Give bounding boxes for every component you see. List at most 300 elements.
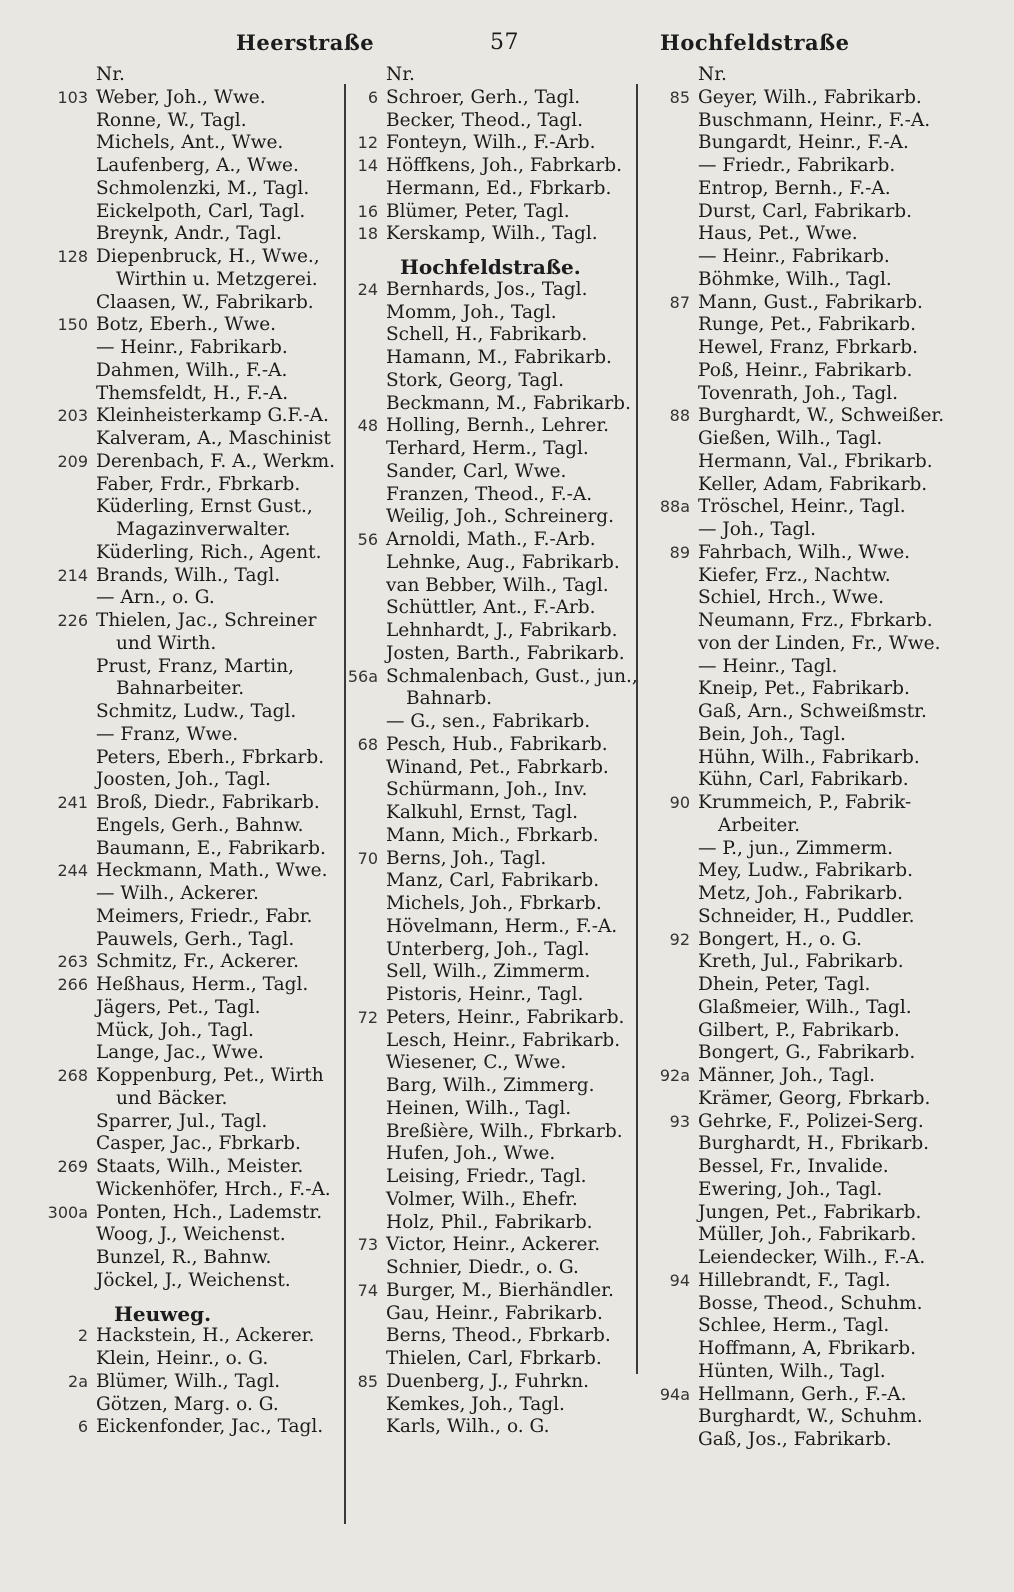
directory-entry (340, 1007, 640, 1030)
directory-entry (650, 701, 950, 724)
resident-text: Schüttler, Ant., F.-Arb. (386, 597, 596, 619)
resident-text: Franzen, Theod., F.-A. (386, 483, 593, 505)
house-number (650, 428, 698, 451)
directory-entry (34, 1156, 339, 1179)
street-name: Hochfeldstraße. (400, 255, 581, 279)
directory-entry (34, 132, 339, 155)
directory-entry (650, 223, 950, 246)
resident-text: Kleinheisterkamp G.F.-A. (96, 405, 329, 427)
directory-entry (650, 1179, 950, 1202)
house-number (650, 1338, 698, 1361)
resident-text: Burger, M., Bierhändler. (386, 1279, 614, 1301)
resident-text: — Heinr., Fabrikarb. (698, 246, 890, 267)
column-2 (340, 64, 640, 1439)
resident-text: Sander, Carl, Wwe. (386, 460, 567, 482)
directory-entry (650, 496, 950, 519)
directory-entry (650, 1111, 950, 1134)
resident-text: Mück, Joh., Tagl. (96, 1019, 254, 1041)
house-number (34, 292, 96, 315)
resident-text: Blümer, Peter, Tagl. (386, 200, 570, 222)
resident-text: Breynk, Andr., Tagl. (96, 223, 282, 245)
house-number (34, 223, 96, 246)
directory-entry (650, 678, 950, 701)
directory-entry (340, 666, 640, 689)
house-number: 85 (357, 1371, 378, 1391)
resident-text: Schlee, Herm., Tagl. (698, 1315, 890, 1337)
resident-text: Müller, Joh., Fabrikarb. (698, 1224, 917, 1246)
house-number (650, 1361, 698, 1384)
directory-entry (650, 87, 950, 110)
directory-entry (650, 360, 950, 383)
resident-text: Lehnke, Aug., Fabrikarb. (386, 551, 620, 573)
resident-text: Kalkuhl, Ernst, Tagl. (386, 802, 579, 823)
resident-text: Berns, Joh., Tagl. (386, 847, 547, 869)
house-number (34, 1394, 96, 1417)
house-number (650, 1179, 698, 1202)
resident-text: Bunzel, R., Bahnw. (96, 1247, 272, 1268)
resident-text: Poß, Heinr., Fabrikarb. (698, 359, 913, 381)
resident-text: Meimers, Friedr., Fabr. (96, 905, 313, 927)
directory-entry (340, 110, 640, 133)
directory-entry (340, 1098, 640, 1121)
resident-text: Peters, Eberh., Fbrkarb. (96, 746, 325, 768)
house-number (340, 302, 386, 325)
directory-entry (34, 656, 339, 679)
directory-entry (650, 178, 950, 201)
directory-entry (34, 929, 339, 952)
resident-text: Weilig, Joh., Schreinerg. (386, 506, 615, 528)
house-number (340, 1394, 386, 1417)
resident-text: Victor, Heinr., Ackerer. (386, 1234, 601, 1256)
resident-text: Jungen, Pet., Fabrikarb. (698, 1201, 922, 1223)
directory-entry (340, 370, 640, 393)
house-number: 16 (357, 201, 378, 221)
directory-entry (34, 1416, 339, 1439)
resident-text: — Heinr., Tagl. (698, 655, 838, 677)
resident-text: Dhein, Peter, Tagl. (698, 974, 871, 995)
house-number (340, 347, 386, 370)
resident-text: von der Linden, Fr., Wwe. (698, 632, 941, 654)
directory-entry (650, 1406, 950, 1429)
resident-text: Dahmen, Wilh., F.-A. (96, 359, 288, 381)
house-number (340, 552, 386, 575)
house-number: 18 (357, 224, 378, 244)
resident-text: Hillebrandt, F., Tagl. (698, 1269, 891, 1291)
house-number (34, 701, 96, 724)
house-number (34, 383, 96, 406)
directory-entry (34, 496, 339, 519)
resident-text: Metz, Joh., Fabrikarb. (698, 883, 903, 904)
resident-text: Kiefer, Frz., Nachtw. (698, 564, 891, 586)
resident-text: Themsfeldt, H., F.-A. (96, 382, 289, 404)
house-number: 2a (68, 1371, 88, 1391)
resident-text: Arbeiter. (718, 814, 800, 836)
directory-entry (340, 324, 640, 347)
resident-text: Lange, Jac., Wwe. (96, 1042, 264, 1064)
house-number (340, 1303, 386, 1326)
directory-entry (340, 1234, 640, 1257)
directory-entry (340, 848, 640, 871)
house-number (34, 656, 96, 679)
resident-text: Holling, Bernh., Lehrer. (386, 415, 610, 437)
directory-entry (650, 383, 950, 406)
resident-text: Pistoris, Heinr., Tagl. (386, 984, 584, 1005)
resident-text: Ronne, W., Tagl. (96, 109, 247, 131)
resident-text: Hamann, M., Fabrikarb. (386, 347, 612, 368)
resident-text: Thielen, Jac., Schreiner (96, 610, 317, 631)
resident-text: Höffkens, Joh., Fabrkarb. (386, 155, 622, 176)
house-number (34, 201, 96, 224)
resident-text: Gehrke, F., Polizei-Serg. (698, 1110, 924, 1132)
directory-entry (34, 633, 339, 656)
resident-text: Magazinverwalter. (116, 519, 291, 540)
directory-entry (650, 1133, 950, 1156)
directory-entry (650, 769, 950, 792)
directory-entry (650, 565, 950, 588)
directory-entry (34, 587, 339, 610)
directory-entry (650, 1429, 950, 1452)
resident-text: Kneip, Pet., Fabrikarb. (698, 678, 910, 700)
resident-text: Schiel, Hrch., Wwe. (698, 587, 885, 609)
directory-entry (340, 870, 640, 893)
house-number (34, 906, 96, 929)
house-number (34, 1111, 96, 1134)
house-number (650, 1088, 698, 1111)
house-number: 214 (57, 565, 88, 585)
house-number: 203 (57, 406, 88, 426)
resident-text: Heinen, Wilh., Tagl. (386, 1097, 572, 1119)
house-number (650, 178, 698, 201)
resident-text: Sparrer, Jul., Tagl. (96, 1110, 268, 1132)
directory-entry (340, 1075, 640, 1098)
house-number (34, 428, 96, 451)
resident-text: Peters, Heinr., Fabrikarb. (386, 1006, 625, 1028)
resident-text: Schmolenzki, M., Tagl. (96, 177, 310, 199)
house-number (340, 779, 386, 802)
resident-text: Gaß, Arn., Schweißmstr. (698, 701, 927, 722)
resident-text: Arnoldi, Math., F.-Arb. (386, 529, 596, 550)
directory-entry (650, 246, 950, 269)
resident-text: Diepenbruck, H., Wwe., (96, 246, 320, 267)
house-number (650, 64, 698, 87)
house-number: 150 (57, 315, 88, 335)
house-number: 48 (357, 416, 378, 436)
resident-text: Bongert, H., o. G. (698, 928, 862, 950)
resident-text: Entrop, Bernh., F.-A. (698, 177, 891, 199)
directory-entry (340, 1189, 640, 1212)
resident-text: Engels, Gerh., Bahnw. (96, 814, 304, 836)
resident-text: Eickenfonder, Jac., Tagl. (96, 1416, 324, 1438)
house-number (340, 1075, 386, 1098)
directory-entry (340, 1166, 640, 1189)
directory-entry (34, 792, 339, 815)
street-heading (34, 1303, 339, 1326)
house-number (340, 1098, 386, 1121)
house-number: 68 (357, 734, 378, 754)
directory-entry (340, 1280, 640, 1303)
directory-entry (650, 1293, 950, 1316)
house-number (340, 1325, 386, 1348)
house-number (340, 1257, 386, 1280)
resident-text: Gaß, Jos., Fabrikarb. (698, 1429, 892, 1450)
resident-text: Tröschel, Heinr., Tagl. (698, 496, 906, 518)
resident-text: Fonteyn, Wilh., F.-Arb. (386, 132, 596, 154)
resident-text: Manz, Carl, Fabrikarb. (386, 870, 600, 892)
house-number: 12 (357, 133, 378, 153)
resident-text: Momm, Joh., Tagl. (386, 301, 557, 323)
house-number (34, 1020, 96, 1043)
house-number (34, 1348, 96, 1371)
directory-entry (650, 1065, 950, 1088)
house-number (340, 620, 386, 643)
directory-entry (34, 678, 339, 701)
house-number (650, 1315, 698, 1338)
directory-entry (340, 620, 640, 643)
directory-entry (34, 1224, 339, 1247)
directory-entry (650, 883, 950, 906)
house-number (650, 223, 698, 246)
directory-entry (650, 1202, 950, 1225)
resident-text: Wirthin u. Metzgerei. (116, 268, 318, 290)
directory-entry (34, 451, 339, 474)
directory-entry (650, 974, 950, 997)
house-number (650, 519, 698, 542)
resident-text: Ewering, Joh., Tagl. (698, 1178, 883, 1200)
directory-entry (34, 223, 339, 246)
house-number (34, 1179, 96, 1202)
house-number (34, 542, 96, 565)
directory-entry (34, 815, 339, 838)
resident-text: Ponten, Hch., Lademstr. (96, 1201, 323, 1223)
resident-text: Fahrbach, Wilh., Wwe. (698, 541, 911, 563)
resident-text: Hövelmann, Herm., F.-A. (386, 915, 618, 937)
directory-entry (340, 347, 640, 370)
resident-text: Michels, Joh., Fbrkarb. (386, 893, 602, 914)
house-number (34, 519, 96, 542)
directory-entry (340, 87, 640, 110)
directory-entry (650, 542, 950, 565)
resident-text: Duenberg, J., Fuhrkn. (386, 1370, 589, 1392)
house-number: 92a (659, 1066, 690, 1085)
house-number (34, 337, 96, 360)
number-label (650, 64, 950, 87)
house-number (650, 1202, 698, 1225)
house-number (650, 951, 698, 974)
resident-text: Gau, Heinr., Fabrikarb. (386, 1302, 603, 1324)
house-number (340, 688, 386, 711)
directory-entry (34, 906, 339, 929)
resident-text: Klein, Heinr., o. G. (96, 1348, 269, 1369)
resident-text: Hufen, Joh., Wwe. (386, 1143, 556, 1165)
house-number (34, 769, 96, 792)
street-heading (340, 256, 640, 279)
house-number: 94 (669, 1270, 690, 1290)
resident-text: Faber, Frdr., Fbrkarb. (96, 473, 301, 495)
resident-text: Schmitz, Fr., Ackerer. (96, 951, 300, 973)
house-number (340, 178, 386, 201)
house-number (340, 461, 386, 484)
directory-entry (34, 337, 339, 360)
directory-entry (34, 1179, 339, 1202)
house-number (34, 110, 96, 133)
house-number (340, 575, 386, 598)
spacer (34, 1293, 339, 1303)
resident-text: — Friedr., Fabrikarb. (698, 155, 896, 176)
house-number: 268 (57, 1066, 88, 1085)
house-number (340, 1212, 386, 1235)
house-number (34, 496, 96, 519)
house-number (340, 1416, 386, 1439)
directory-entry (34, 1371, 339, 1394)
house-number (34, 633, 96, 656)
resident-text: — G., sen., Fabrikarb. (386, 711, 591, 732)
resident-text: Berns, Theod., Fbrkarb. (386, 1325, 611, 1347)
resident-text: Botz, Eberh., Wwe. (96, 314, 277, 336)
resident-text: Hermann, Val., Fbrikarb. (698, 450, 933, 472)
directory-entry (650, 1020, 950, 1043)
directory-entry (650, 815, 950, 838)
resident-text: Mey, Ludw., Fabrikarb. (698, 860, 913, 882)
directory-entry (340, 757, 640, 780)
directory-entry (340, 1052, 640, 1075)
house-number: 74 (357, 1280, 378, 1300)
column-1 (34, 64, 339, 1439)
resident-text: Schneider, H., Puddler. (698, 905, 915, 927)
resident-text: Derenbach, F. A., Werkm. (96, 450, 336, 472)
directory-entry (340, 893, 640, 916)
directory-entry (34, 951, 339, 974)
resident-text: Hünten, Wilh., Tagl. (698, 1360, 886, 1382)
resident-text: Bungardt, Heinr., F.-A. (698, 132, 909, 154)
resident-text: Schroer, Gerh., Tagl. (386, 86, 581, 108)
directory-entry (34, 1348, 339, 1371)
resident-text: Prust, Franz, Martin, (96, 655, 294, 677)
directory-entry (340, 461, 640, 484)
resident-text: — Joh., Tagl. (698, 519, 817, 540)
directory-entry (650, 1384, 950, 1407)
house-number: 226 (57, 611, 88, 630)
directory-entry (650, 747, 950, 770)
directory-entry (340, 916, 640, 939)
house-number: 73 (357, 1235, 378, 1255)
directory-entry (34, 1065, 339, 1088)
resident-text: Hackstein, H., Ackerer. (96, 1325, 315, 1347)
house-number (650, 1293, 698, 1316)
resident-text: Bongert, G., Fabrikarb. (698, 1042, 916, 1064)
directory-entry (340, 438, 640, 461)
directory-entry (340, 575, 640, 598)
directory-entry (340, 506, 640, 529)
resident-text: Barg, Wilh., Zimmerg. (386, 1075, 595, 1096)
house-number: 89 (669, 542, 690, 562)
directory-entry (340, 1371, 640, 1394)
resident-text: Terhard, Herm., Tagl. (386, 438, 589, 459)
header-left-street: Heerstraße (236, 30, 375, 55)
directory-entry (650, 428, 950, 451)
resident-text: Küderling, Rich., Agent. (96, 541, 322, 563)
directory-entry (34, 1088, 339, 1111)
directory-entry (34, 769, 339, 792)
directory-entry (650, 405, 950, 428)
resident-text: Neumann, Frz., Fbrkarb. (698, 610, 933, 631)
resident-text: Hewel, Franz, Fbrkarb. (698, 337, 919, 358)
directory-entry (340, 484, 640, 507)
house-number (340, 916, 386, 939)
resident-text: Becker, Theod., Tagl. (386, 109, 584, 131)
directory-entry (340, 1143, 640, 1166)
house-number (650, 838, 698, 861)
directory-entry (340, 1416, 640, 1439)
resident-text: Beckmann, M., Fabrikarb. (386, 392, 631, 414)
house-number: 263 (57, 952, 88, 972)
house-number (650, 155, 698, 178)
house-number: 2 (77, 1326, 88, 1346)
house-number (650, 1247, 698, 1270)
house-number (650, 269, 698, 292)
directory-entry (650, 155, 950, 178)
house-number (650, 587, 698, 610)
resident-text: Brands, Wilh., Tagl. (96, 564, 281, 586)
resident-text: Geyer, Wilh., Fabrikarb. (698, 86, 922, 108)
house-number (650, 201, 698, 224)
directory-entry (650, 633, 950, 656)
resident-text: Baumann, E., Fabrikarb. (96, 837, 326, 859)
house-number (34, 997, 96, 1020)
resident-text: Bessel, Fr., Invalide. (698, 1156, 889, 1177)
directory-entry (340, 1325, 640, 1348)
resident-text: Eickelpoth, Carl, Tagl. (96, 200, 306, 222)
resident-text: Hellmann, Gerh., F.-A. (698, 1383, 907, 1405)
house-number (340, 597, 386, 620)
house-number: 6 (77, 1417, 88, 1437)
resident-text: Burghardt, W., Schuhm. (698, 1406, 923, 1428)
house-number (650, 360, 698, 383)
directory-entry (340, 984, 640, 1007)
directory-entry (34, 724, 339, 747)
resident-text: Breßière, Wilh., Fbrkarb. (386, 1120, 623, 1142)
resident-text: Michels, Ant., Wwe. (96, 132, 284, 154)
directory-entry (34, 201, 339, 224)
directory-entry (650, 269, 950, 292)
directory-entry (340, 1212, 640, 1235)
directory-entry (34, 838, 339, 861)
house-number: 88a (659, 497, 690, 517)
house-number (340, 484, 386, 507)
resident-text: Bahnarb. (406, 688, 493, 710)
house-number (34, 587, 96, 610)
house-number (650, 1156, 698, 1179)
resident-text: Stork, Georg, Tagl. (386, 369, 564, 391)
directory-entry (34, 883, 339, 906)
house-number (340, 643, 386, 666)
directory-entry (34, 314, 339, 337)
house-number (34, 815, 96, 838)
resident-text: Kühn, Carl, Fabrikarb. (698, 769, 909, 791)
resident-text: Joosten, Joh., Tagl. (96, 769, 271, 791)
directory-entry (34, 519, 339, 542)
resident-text: Wickenhöfer, Hrch., F.-A. (96, 1178, 331, 1200)
resident-text: Bahnarbeiter. (116, 678, 245, 700)
house-number (340, 757, 386, 780)
directory-entry (650, 337, 950, 360)
house-number (34, 747, 96, 770)
house-number (340, 893, 386, 916)
resident-text: Staats, Wilh., Meister. (96, 1156, 304, 1177)
house-number (34, 155, 96, 178)
directory-entry (650, 1042, 950, 1065)
number-label (34, 64, 339, 87)
house-number (650, 747, 698, 770)
